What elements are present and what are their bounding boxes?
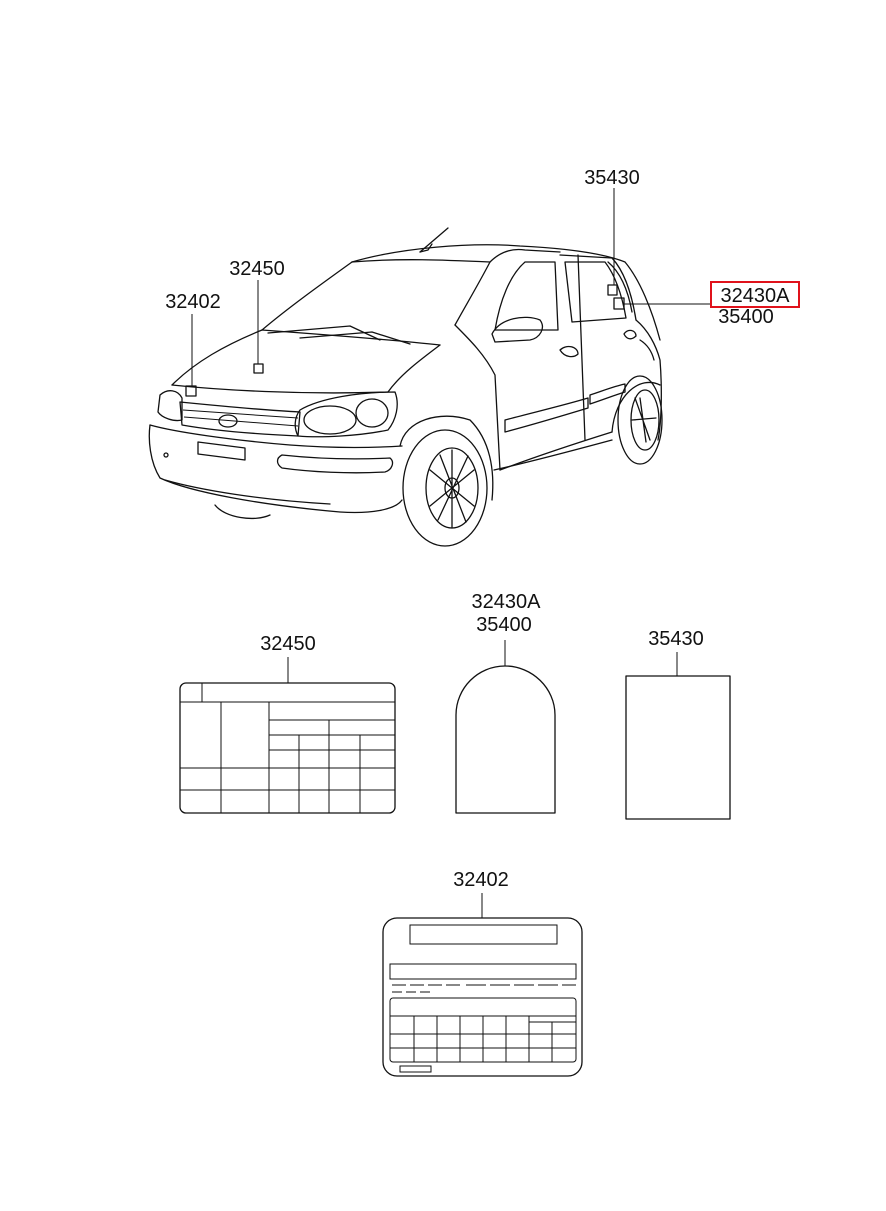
callout-32430a-highlighted[interactable]: 32430A xyxy=(720,285,790,307)
leader-lines xyxy=(192,188,712,386)
label-35430-number[interactable]: 35430 xyxy=(648,628,704,650)
car-marker-35430 xyxy=(608,285,617,295)
label-32430a-part xyxy=(456,591,555,813)
label-32402-part xyxy=(383,869,582,1076)
callout-32450-hood[interactable]: 32450 xyxy=(229,258,285,280)
label-35400-number[interactable]: 35400 xyxy=(476,614,532,636)
car-illustration xyxy=(149,228,662,546)
callout-35400[interactable]: 35400 xyxy=(718,306,774,328)
label-32430a-number[interactable]: 32430A xyxy=(471,591,541,613)
label-35430-part xyxy=(626,628,730,819)
label-32450-number[interactable]: 32450 xyxy=(260,633,316,655)
callout-32402-front[interactable]: 32402 xyxy=(165,291,221,313)
car-marker-32450 xyxy=(254,364,263,373)
callout-35430-top[interactable]: 35430 xyxy=(584,167,640,189)
label-32450-part xyxy=(180,633,395,813)
label-32402-number[interactable]: 32402 xyxy=(453,869,509,891)
